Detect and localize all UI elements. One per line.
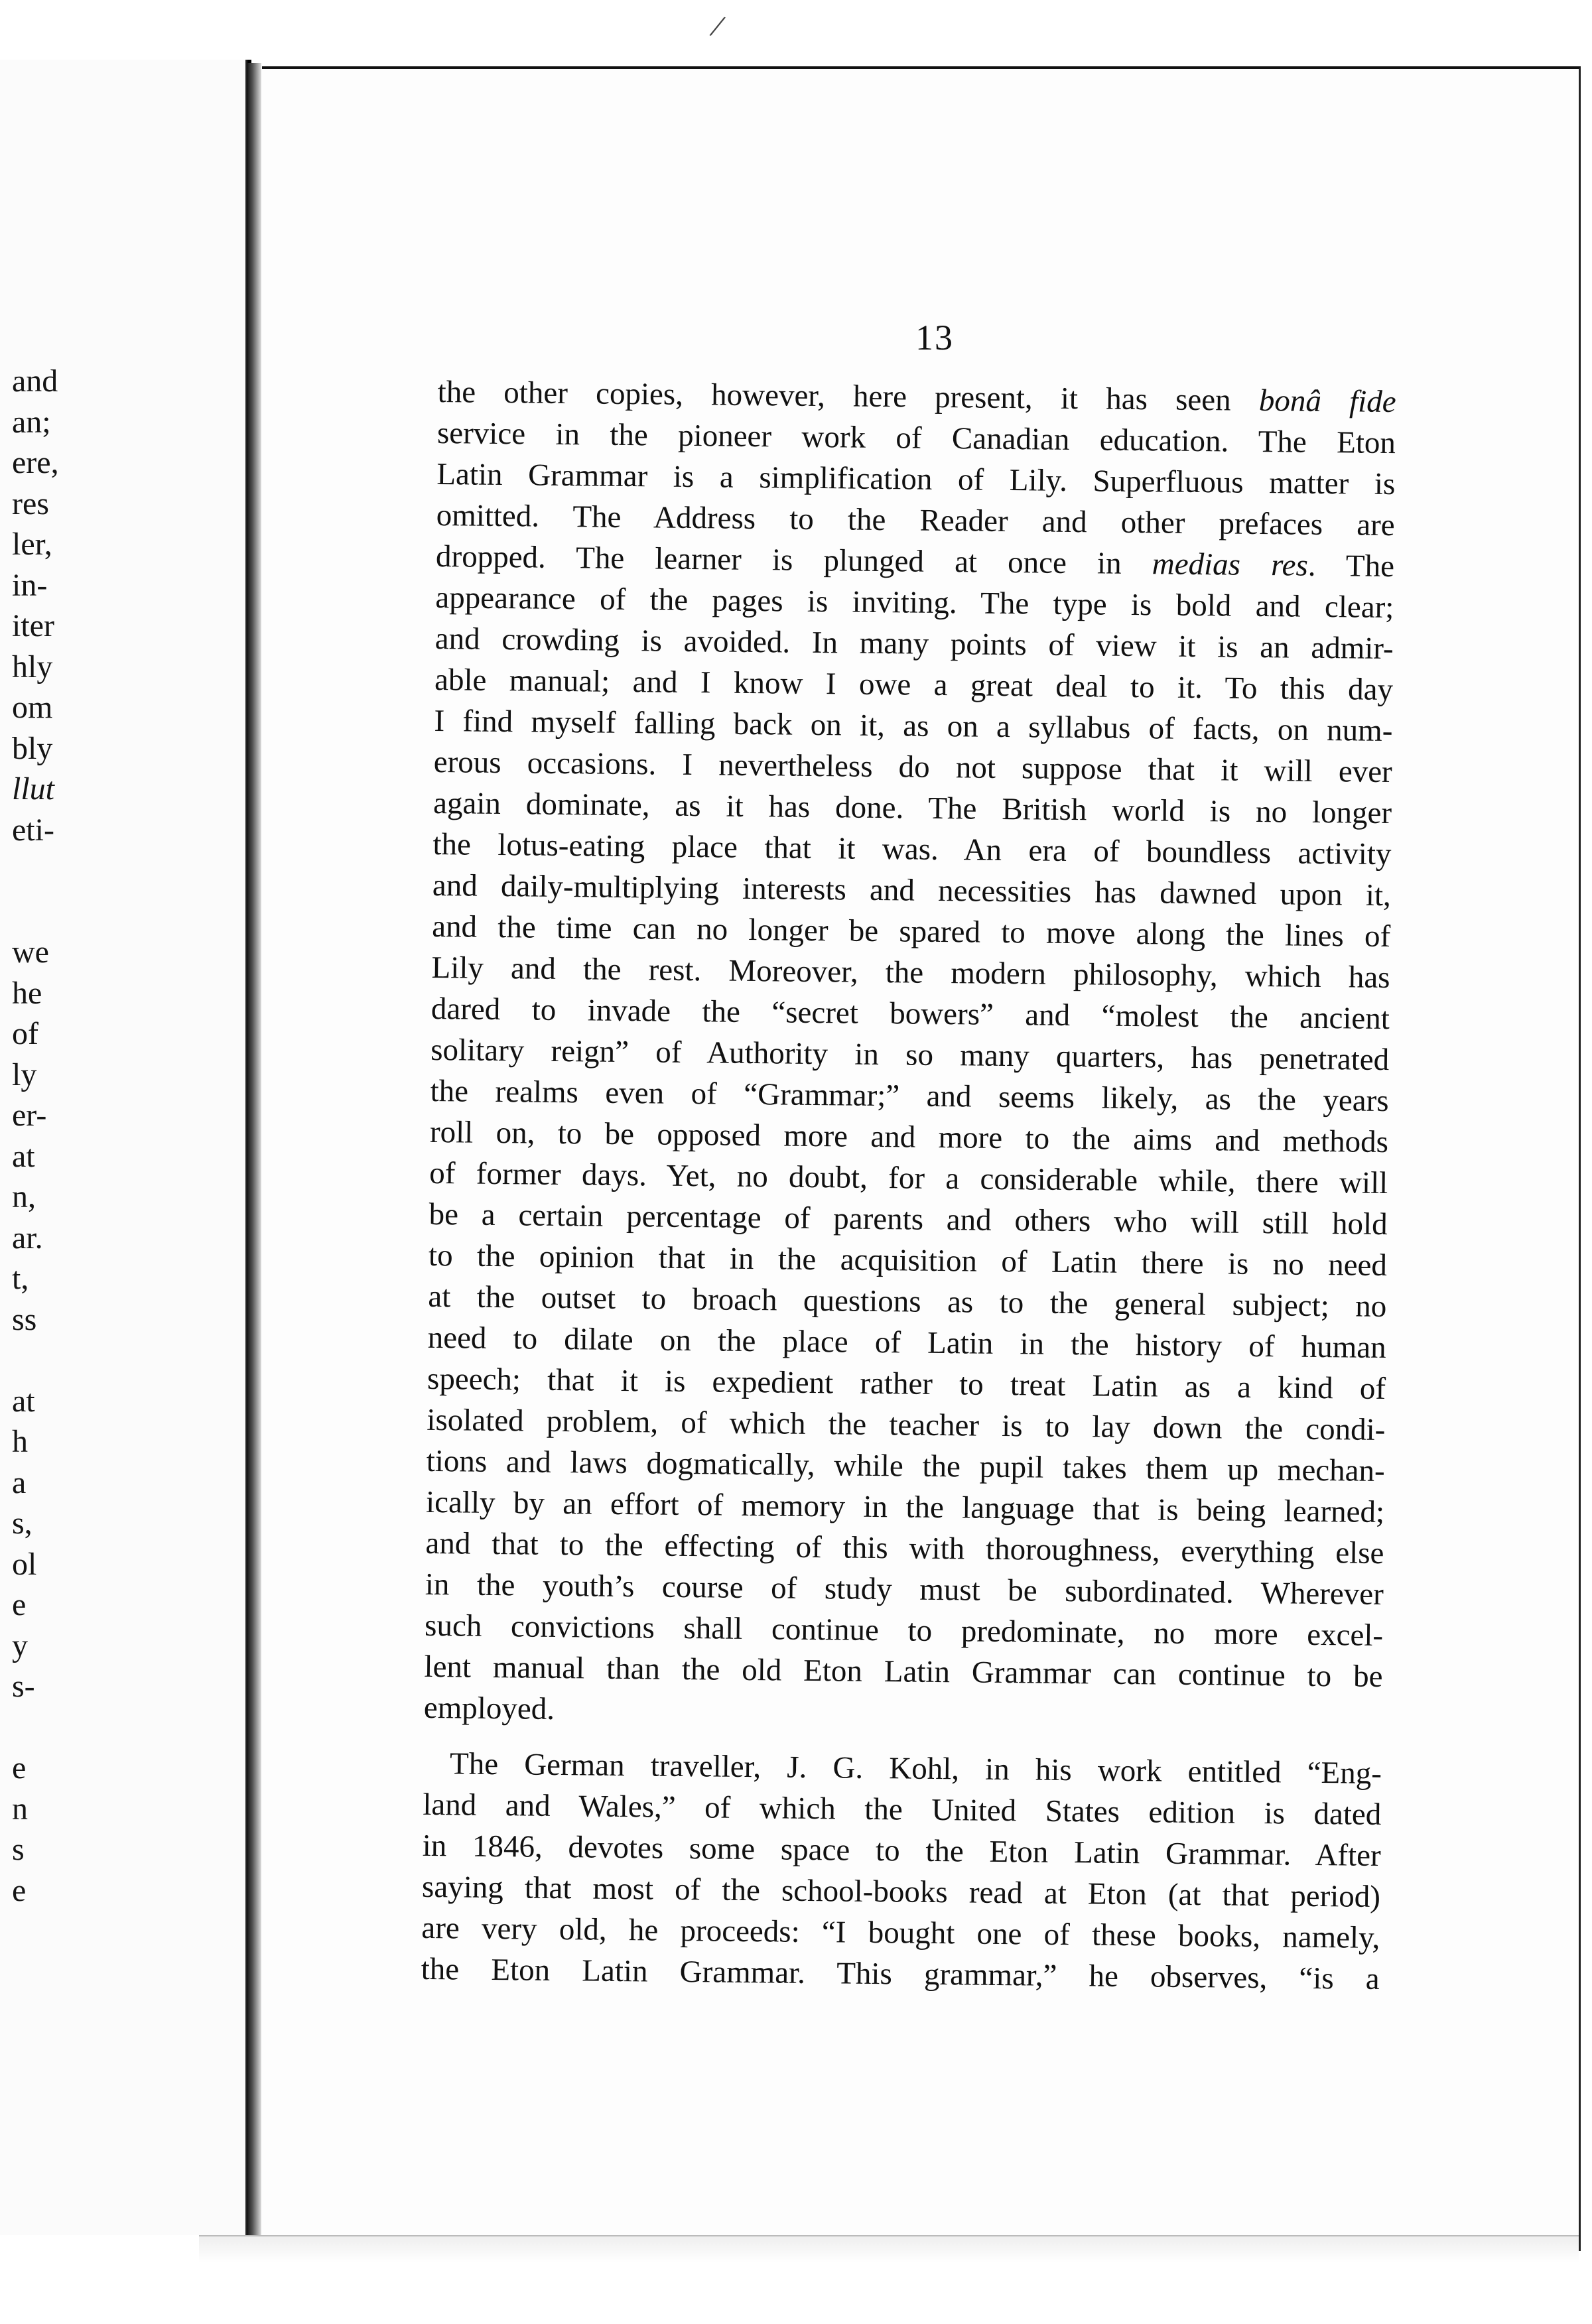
corner-mark: /	[706, 7, 729, 45]
text-line: in the youth’s course of study must be subordinated. Wherever	[425, 1567, 1384, 1612]
text-line: erous occasions. I nevertheless do not suppose that it will ever	[433, 744, 1393, 790]
text-line: such convictions shall continue to predominate, no more excel-	[424, 1608, 1384, 1653]
text-line: the Eton Latin Grammar. This grammar,” he observes, “is a	[421, 1951, 1380, 1996]
facing-page-fragment: h	[12, 1424, 28, 1459]
facing-page-fragment: ss	[12, 1301, 37, 1337]
text-line: again dominate, as it has done. The British world is no longer	[432, 785, 1392, 831]
facing-page-fragment: and	[12, 363, 58, 399]
facing-page-fragment: ere,	[12, 445, 59, 480]
text-line: at the outset to broach questions as to the general subject; no	[428, 1279, 1387, 1324]
facing-page-fragment: s	[12, 1832, 25, 1867]
facing-page-fragment: llut	[12, 771, 55, 807]
text-line: of former days. Yet, no doubt, for a considerable while, there will	[429, 1155, 1388, 1201]
facing-page-fragment: of	[12, 1016, 38, 1051]
text-line: employed.	[423, 1690, 555, 1726]
facing-page-fragment: ar.	[12, 1220, 43, 1256]
text-line: tions and laws dogmatically, while the pupil takes them up mechan-	[426, 1443, 1385, 1489]
text-line: in 1846, devotes some space to the Eton Latin Grammar. After	[422, 1828, 1381, 1874]
text-line: saying that most of the school-books read at Eton (at that period)	[421, 1869, 1381, 1915]
page-bottom-edge	[199, 2235, 1579, 2263]
facing-page-fragment: s-	[12, 1669, 35, 1704]
facing-page-fragment: n	[12, 1791, 28, 1827]
text-line: I find myself falling back on it, as on a syllabus of facts, on num-	[434, 703, 1393, 749]
facing-page-fragment: a	[12, 1464, 27, 1500]
facing-page-fragment: n,	[12, 1179, 36, 1214]
facing-page-fragment: iter	[12, 608, 54, 643]
facing-page-fragment: e	[12, 1750, 27, 1785]
text-line: the lotus-eating place that it was. An era of boundless activity	[432, 826, 1392, 872]
text-line: need to dilate on the place of Latin in the history of human	[427, 1320, 1386, 1366]
text-line: are very old, he proceeds: “I bought one of these books, namely,	[421, 1910, 1380, 1956]
text-line: and daily-multiplying interests and necessities has dawned upon it,	[432, 868, 1392, 913]
text-line: isolated problem, of which the teacher is to lay down the condi-	[427, 1402, 1386, 1448]
facing-page-fragment: t,	[12, 1261, 29, 1296]
text-line: dared to invade the “secret bowers” and “molest the ancient	[431, 991, 1390, 1037]
text-line: Lily and the rest. Moreover, the modern philosophy, which has	[431, 950, 1390, 996]
gutter-shadow	[247, 63, 261, 2238]
text-line: lent manual than the old Eton Latin Grammar can continue to be	[424, 1649, 1383, 1695]
text-line: the other copies, however, here present, it has seen bonâ fide	[437, 374, 1396, 420]
text-line: appearance of the pages is inviting. The type is bold and clear;	[435, 580, 1394, 625]
body-text	[421, 371, 1396, 2000]
facing-page-fragment: s,	[12, 1506, 33, 1541]
text-line: to the opinion that in the acquisition of Latin there is no need	[428, 1238, 1388, 1283]
facing-page-fragment: eti-	[12, 812, 54, 848]
facing-page-fragment: er-	[12, 1098, 47, 1133]
facing-page-fragment: y	[12, 1628, 28, 1663]
text-line: speech; that it is expedient rather to treat Latin as a kind of	[427, 1361, 1386, 1407]
facing-page-fragment: we	[12, 935, 49, 970]
text-line: and crowding is avoided. In many points of view it is an admir-	[434, 621, 1394, 667]
text-line: solitary reign” of Authority in so many quarters, has penetrated	[431, 1032, 1390, 1078]
facing-page-fragment: ly	[12, 1057, 37, 1092]
text-line: and that to the effecting of this with thoroughness, everything else	[425, 1525, 1384, 1571]
facing-page-fragment: at	[12, 1138, 35, 1174]
facing-page-fragment: bly	[12, 730, 53, 766]
text-line: Latin Grammar is a simplification of Lily. Superfluous matter is	[436, 456, 1396, 502]
text-line: service in the pioneer work of Canadian education. The Eton	[436, 415, 1396, 461]
facing-page-fragment: e	[12, 1872, 27, 1908]
facing-page-fragment: hly	[12, 649, 53, 684]
facing-page-fragment: at	[12, 1383, 35, 1419]
text-line: land and Wales,” of which the United States edition is dated	[423, 1787, 1382, 1833]
text-line: dropped. The learner is plunged at once in medias res. The	[435, 539, 1395, 584]
facing-page-fragment: e	[12, 1587, 27, 1622]
text-line: and the time can no longer be spared to move along the lines of	[431, 909, 1391, 954]
facing-page-fragment: an;	[12, 404, 51, 440]
page-number: 13	[915, 318, 954, 357]
text-line: ically by an effort of memory in the language that is being learned;	[425, 1484, 1385, 1530]
facing-page-fragment: ler,	[12, 527, 52, 562]
facing-page-fragment: he	[12, 975, 42, 1011]
text-line: able manual; and I know I owe a great deal to it. To this day	[434, 662, 1394, 708]
facing-page-fragment: res	[12, 485, 49, 521]
facing-page-fragment: in-	[12, 567, 48, 603]
text-line: the realms even of “Grammar;” and seems likely, as the years	[430, 1073, 1389, 1119]
text-line: omitted. The Address to the Reader and other prefaces are	[436, 497, 1395, 543]
text-line: roll on, to be opposed more and more to the aims and methods	[429, 1114, 1389, 1160]
text-line: The German traveller, J. G. Kohl, in his work entitled “Eng-	[449, 1746, 1382, 1791]
facing-page-fragment: ol	[12, 1546, 37, 1582]
facing-page-fragment: om	[12, 690, 53, 725]
text-line: be a certain percentage of parents and others who will still hold	[429, 1196, 1388, 1242]
